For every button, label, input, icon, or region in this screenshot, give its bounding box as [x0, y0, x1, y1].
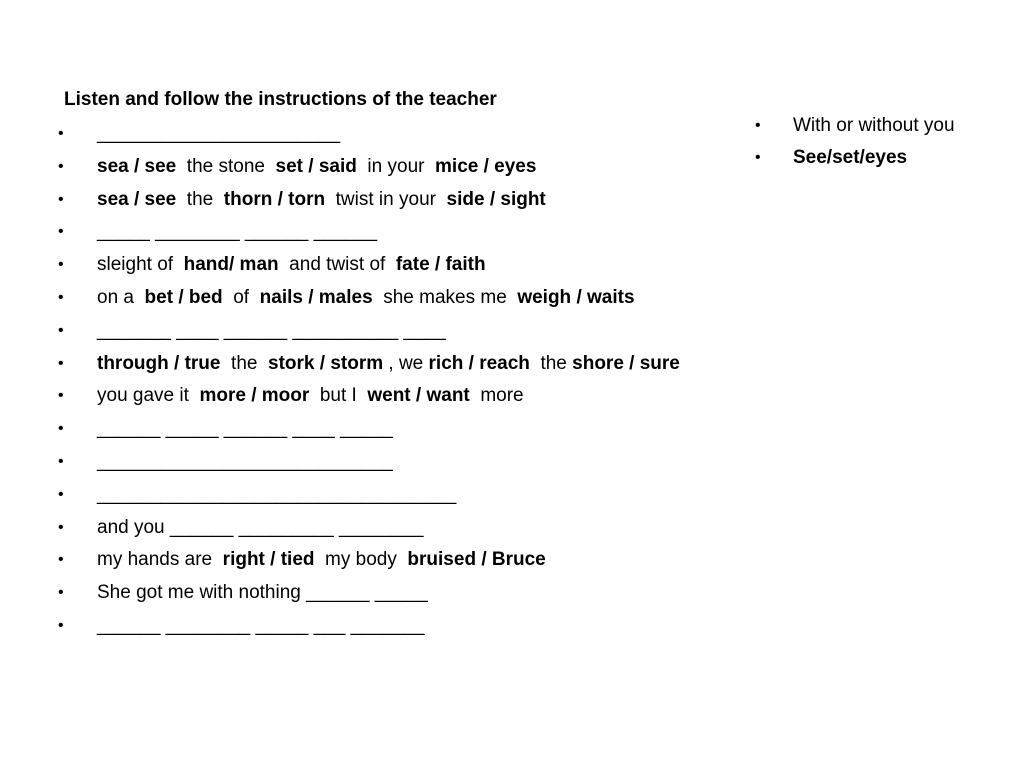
- bold-choice-text: through / true: [97, 352, 221, 374]
- lyric-line: [55, 413, 745, 446]
- answer-line: [752, 112, 982, 139]
- lyric-text: She got me with nothing ______ _____: [97, 582, 428, 604]
- bullet-icon: •: [58, 518, 64, 536]
- lyric-text: sleight of: [97, 254, 184, 276]
- lyric-line: [55, 446, 745, 479]
- lyric-text: the: [176, 188, 224, 210]
- bullet-icon: •: [58, 157, 64, 175]
- lyric-text: she makes me: [372, 286, 518, 308]
- answer-bullet-list: [752, 112, 982, 176]
- bullet-icon: •: [58, 584, 64, 602]
- lyric-text: twist in your: [325, 188, 447, 210]
- bullet-icon: •: [58, 256, 64, 274]
- bold-choice-text: sea / see: [97, 155, 177, 177]
- lyric-text: _____ ________ ______ ______: [97, 221, 378, 243]
- lyric-line: [55, 479, 745, 512]
- lyrics-bullet-list: [55, 118, 745, 643]
- bold-choice-text: right / tied: [222, 549, 315, 571]
- lyric-text: With or without you: [793, 115, 955, 136]
- bullet-icon: •: [58, 485, 64, 503]
- lyric-text: and twist of: [278, 254, 396, 276]
- lyric-line: [55, 348, 745, 381]
- bold-choice-text: stork / storm: [268, 352, 384, 374]
- bold-choice-text: nails / males: [259, 286, 373, 308]
- bold-choice-text: See/set/eyes: [793, 147, 908, 168]
- bold-choice-text: more / moor: [199, 385, 310, 407]
- lyric-text: ____________________________: [97, 450, 393, 472]
- bold-choice-text: sea / see: [97, 188, 177, 210]
- lyric-line: [55, 577, 745, 610]
- bullet-icon: •: [58, 223, 64, 241]
- lyric-line: [55, 151, 745, 184]
- bullet-icon: •: [58, 452, 64, 470]
- lyric-text: , we: [383, 352, 429, 374]
- bullet-icon: •: [58, 288, 64, 306]
- lyric-line: [55, 184, 745, 217]
- bold-choice-text: hand/ man: [183, 254, 279, 276]
- bold-choice-text: rich / reach: [428, 352, 530, 374]
- bullet-icon: •: [58, 321, 64, 339]
- lyric-text: my hands are: [97, 549, 223, 571]
- lyric-line: [55, 610, 745, 643]
- lyric-text: in your: [356, 155, 436, 177]
- lyric-text: the: [529, 352, 573, 374]
- lyric-text: ______ ________ _____ ___ _______: [97, 614, 425, 636]
- slide-title: Listen and follow the instructions of the teacher: [64, 89, 497, 110]
- bullet-icon: •: [755, 149, 761, 166]
- bold-choice-text: side / sight: [446, 188, 546, 210]
- lyric-text: the stone: [176, 155, 276, 177]
- lyric-line: [55, 216, 745, 249]
- bold-choice-text: weigh / waits: [517, 286, 635, 308]
- bullet-icon: •: [58, 354, 64, 372]
- lyric-text: but I: [309, 385, 368, 407]
- bold-choice-text: bruised / Bruce: [407, 549, 546, 571]
- bold-choice-text: mice / eyes: [435, 155, 537, 177]
- bullet-icon: •: [58, 387, 64, 405]
- lyric-text: _______________________: [97, 123, 341, 144]
- lyric-text: and you ______ _________ ________: [97, 516, 424, 538]
- bold-choice-text: bet / bed: [144, 286, 223, 308]
- lyric-line: [55, 380, 745, 413]
- bold-choice-text: thorn / torn: [223, 188, 326, 210]
- lyric-line: [55, 118, 745, 151]
- bold-choice-text: fate / faith: [395, 254, 486, 276]
- answer-line: [752, 144, 982, 171]
- bullet-icon: •: [58, 420, 64, 438]
- bullet-icon: •: [58, 125, 64, 142]
- bullet-icon: •: [58, 190, 64, 208]
- bullet-icon: •: [58, 616, 64, 634]
- lyric-text: my body: [314, 549, 408, 571]
- lyric-text: on a: [97, 286, 145, 308]
- lyric-text: more: [469, 385, 524, 407]
- lyric-line: [55, 315, 745, 348]
- bold-choice-text: set / said: [275, 155, 357, 177]
- bullet-icon: •: [755, 117, 761, 134]
- lyric-text: __________________________________: [97, 483, 457, 505]
- lyric-line: [55, 544, 745, 577]
- lyric-text: ______ _____ ______ ____ _____: [97, 418, 393, 440]
- bold-choice-text: went / want: [367, 385, 470, 407]
- bold-choice-text: shore / sure: [572, 352, 680, 374]
- lyric-text: _______ ____ ______ __________ ____: [97, 319, 446, 341]
- bullet-icon: •: [58, 551, 64, 569]
- lyric-text: the: [220, 352, 269, 374]
- lyric-line: [55, 512, 745, 545]
- lyric-text: of: [222, 286, 260, 308]
- lyric-line: [55, 282, 745, 315]
- lyric-line: [55, 249, 745, 282]
- lyric-text: you gave it: [97, 385, 200, 407]
